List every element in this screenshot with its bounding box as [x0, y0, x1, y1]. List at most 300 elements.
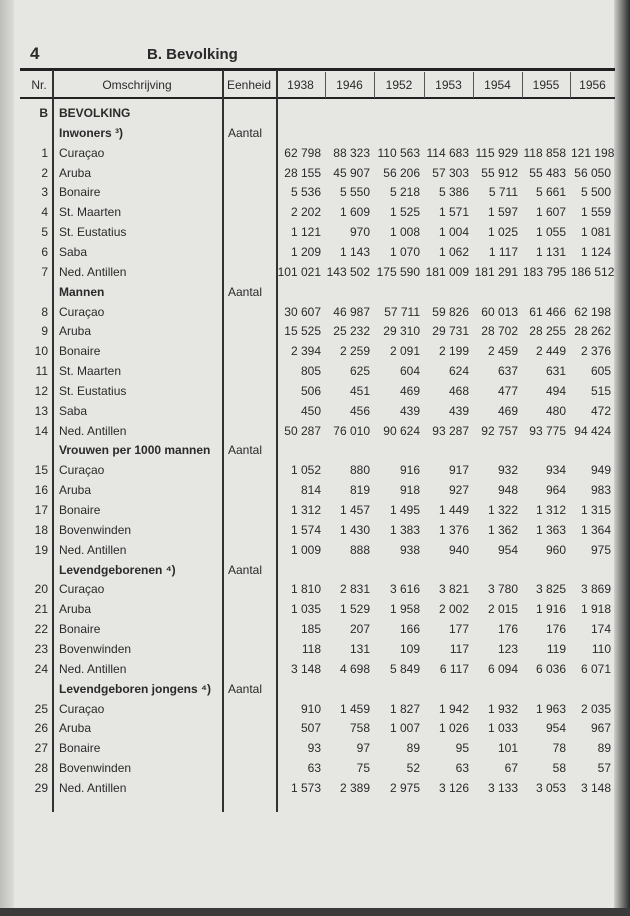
table-row [0, 778, 630, 798]
cell-value: 604 [399, 364, 420, 379]
row-number: 17 [34, 503, 48, 517]
cell-value: 1 459 [339, 701, 370, 716]
cell-value: 5 550 [339, 185, 370, 200]
table-row [0, 222, 630, 242]
table-top-rule [20, 68, 615, 71]
table-row [0, 758, 630, 778]
cell-value: 1 525 [389, 205, 420, 220]
cell-value: 57 303 [432, 165, 469, 180]
cell-value: 101 021 [277, 264, 321, 279]
row-label: Bovenwinden [59, 522, 132, 537]
cell-value: 450 [300, 403, 321, 418]
row-number: 4 [41, 205, 48, 220]
cell-value: 1 918 [580, 602, 611, 617]
cell-value: 3 053 [535, 780, 566, 795]
table-row [0, 381, 630, 401]
row-label: Levendgeboren jongens ⁴) [59, 681, 211, 696]
table-row [0, 480, 630, 500]
page-number: 4 [30, 44, 40, 63]
row-number: 10 [34, 344, 48, 359]
cell-value: 29 731 [432, 324, 469, 339]
cell-value: 5 500 [580, 185, 611, 200]
row-label: Ned. Antillen [59, 661, 127, 676]
cell-value: 2 002 [438, 602, 469, 617]
row-number: B [39, 106, 48, 120]
table-section-row [0, 123, 630, 143]
cell-value: 1 026 [438, 721, 469, 736]
row-number: 6 [41, 244, 48, 259]
row-number: 29 [34, 780, 48, 795]
cell-value: 2 459 [487, 344, 518, 359]
cell-value: 927 [448, 483, 469, 498]
cell-value: 1 121 [290, 225, 321, 240]
row-number: 7 [41, 264, 48, 279]
cell-value: 5 661 [535, 185, 566, 200]
row-label: St. Eustatius [59, 225, 127, 240]
row-label: Aruba [59, 721, 92, 736]
cell-value: 29 310 [383, 324, 420, 339]
cell-value: 63 [307, 761, 321, 776]
cell-value: 110 [591, 641, 611, 656]
cell-value: 174 [590, 622, 611, 637]
cell-value: 89 [597, 741, 611, 756]
cell-value: 1 007 [389, 721, 420, 736]
cell-value: 2 831 [339, 582, 370, 597]
row-label: Ned. Antillen [59, 542, 127, 557]
cell-value: 1 035 [290, 602, 321, 617]
cell-value: 2 015 [487, 602, 518, 617]
row-label: BEVOLKING [59, 106, 131, 120]
cell-value: 93 [307, 741, 321, 756]
cell-value: 185 [300, 622, 321, 637]
cell-value: 1 312 [535, 503, 566, 517]
cell-value: 439 [448, 403, 469, 418]
row-number: 20 [34, 582, 48, 597]
cell-value: 78 [552, 741, 566, 756]
cell-value: 76 010 [333, 423, 370, 438]
cell-value: 1 131 [535, 244, 566, 259]
cell-value: 6 117 [439, 661, 469, 676]
cell-value: 469 [497, 403, 518, 418]
row-label: St. Maarten [59, 205, 122, 220]
table-row [0, 699, 630, 719]
row-unit: Aantal [228, 443, 263, 458]
row-label: Vrouwen per 1000 mannen [59, 443, 211, 458]
cell-value: 1 574 [290, 522, 321, 537]
cell-value: 56 050 [574, 165, 611, 180]
cell-value: 5 386 [438, 185, 469, 200]
header-divider [522, 72, 523, 98]
cell-value: 1 942 [438, 701, 469, 716]
table-row [0, 262, 630, 282]
cell-value: 181 291 [474, 264, 518, 279]
cell-value: 3 148 [580, 780, 611, 795]
cell-value: 468 [448, 383, 469, 398]
cell-value: 637 [497, 364, 518, 379]
cell-value: 631 [545, 364, 566, 379]
cell-value: 964 [545, 483, 566, 498]
cell-value: 123 [497, 641, 518, 656]
cell-value: 2 091 [389, 344, 420, 359]
cell-value: 954 [497, 542, 518, 557]
cell-value: 967 [590, 721, 611, 736]
cell-value: 1 958 [389, 602, 420, 617]
cell-value: 1 055 [535, 225, 566, 240]
cell-value: 805 [300, 364, 321, 379]
header-divider [570, 72, 571, 98]
cell-value: 1 025 [487, 225, 518, 240]
row-number: 19 [34, 542, 48, 557]
cell-value: 176 [497, 622, 518, 637]
cell-value: 940 [448, 542, 469, 557]
table-row [0, 619, 630, 639]
cell-value: 2 259 [339, 344, 370, 359]
row-number: 25 [34, 701, 48, 716]
row-label: Aruba [59, 324, 92, 339]
cell-value: 1 124 [580, 244, 611, 259]
cell-value: 2 975 [389, 780, 420, 795]
cell-value: 166 [399, 622, 420, 637]
cell-value: 1 117 [488, 244, 518, 259]
cell-value: 6 036 [535, 661, 566, 676]
row-number: 24 [34, 661, 48, 676]
row-number: 23 [34, 641, 48, 656]
cell-value: 983 [590, 483, 611, 498]
header-year: 1952 [385, 78, 413, 92]
table-section-row [0, 282, 630, 302]
row-label: Bonaire [59, 741, 101, 756]
cell-value: 970 [349, 225, 370, 240]
cell-value: 624 [448, 364, 469, 379]
cell-value: 175 590 [376, 264, 420, 279]
row-number: 13 [34, 403, 48, 418]
row-number: 18 [34, 522, 48, 537]
row-label: Bonaire [59, 344, 101, 359]
row-number: 14 [34, 423, 48, 438]
cell-value: 57 [597, 761, 611, 776]
cell-value: 2 389 [339, 780, 370, 795]
cell-value: 3 869 [580, 582, 611, 597]
cell-value: 4 698 [339, 661, 370, 676]
cell-value: 3 133 [487, 780, 518, 795]
row-number: 26 [34, 721, 48, 736]
cell-value: 949 [590, 463, 611, 478]
cell-value: 93 775 [529, 423, 566, 438]
row-label: Curaçao [59, 304, 105, 319]
cell-value: 114 683 [426, 145, 469, 160]
cell-value: 6 071 [580, 661, 611, 676]
cell-value: 916 [399, 463, 420, 478]
header-description: Omschrijving [102, 78, 172, 92]
table-row [0, 163, 630, 183]
cell-value: 494 [545, 383, 566, 398]
cell-value: 45 907 [333, 165, 370, 180]
cell-value: 2 199 [438, 344, 469, 359]
cell-value: 932 [497, 463, 518, 478]
table-row [0, 599, 630, 619]
row-label: Aruba [59, 602, 92, 617]
row-number: 12 [34, 383, 48, 398]
table-row [0, 738, 630, 758]
cell-value: 63 [455, 761, 469, 776]
cell-value: 1 081 [580, 225, 611, 240]
cell-value: 469 [399, 383, 420, 398]
header-divider [374, 72, 375, 98]
row-label: Saba [59, 403, 88, 418]
row-label: Levendgeborenen ⁴) [59, 562, 176, 577]
cell-value: 117 [449, 641, 469, 656]
table-row [0, 579, 630, 599]
cell-value: 1 932 [487, 701, 518, 716]
cell-value: 2 202 [290, 205, 321, 220]
row-label: St. Eustatius [59, 383, 127, 398]
cell-value: 118 [301, 641, 321, 656]
cell-value: 3 148 [290, 661, 321, 676]
cell-value: 92 757 [481, 423, 518, 438]
row-label: Curaçao [59, 463, 105, 478]
table-row [0, 341, 630, 361]
cell-value: 61 466 [529, 304, 566, 319]
table-section-row [0, 103, 630, 123]
table-row [0, 302, 630, 322]
cell-value: 55 483 [529, 165, 566, 180]
cell-value: 1 529 [339, 602, 370, 617]
cell-value: 1 827 [389, 701, 420, 716]
cell-value: 918 [399, 483, 420, 498]
cell-value: 605 [590, 364, 611, 379]
cell-value: 93 287 [432, 423, 469, 438]
table-row [0, 659, 630, 679]
cell-value: 119 [546, 641, 566, 656]
cell-value: 2 035 [580, 701, 611, 716]
cell-value: 89 [406, 741, 420, 756]
header-year: 1955 [532, 78, 560, 92]
cell-value: 1 810 [290, 582, 321, 597]
cell-value: 1 362 [487, 522, 518, 537]
cell-value: 62 198 [574, 304, 611, 319]
table-row [0, 540, 630, 560]
cell-value: 25 232 [333, 324, 370, 339]
cell-value: 1 209 [290, 244, 321, 259]
cell-value: 56 206 [383, 165, 420, 180]
row-label: Bovenwinden [59, 761, 132, 776]
row-label: Ned. Antillen [59, 423, 127, 438]
cell-value: 934 [545, 463, 566, 478]
cell-value: 15 525 [284, 324, 321, 339]
row-unit: Aantal [228, 125, 263, 140]
row-label: Aruba [59, 165, 92, 180]
cell-value: 1 376 [438, 522, 469, 537]
cell-value: 28 262 [574, 324, 611, 339]
cell-value: 50 287 [284, 423, 321, 438]
cell-value: 506 [300, 383, 321, 398]
header-year: 1946 [336, 78, 363, 92]
row-number: 1 [41, 145, 48, 160]
table-row [0, 242, 630, 262]
cell-value: 207 [349, 622, 370, 637]
cell-value: 28 702 [481, 324, 518, 339]
cell-value: 758 [349, 721, 370, 736]
row-label: Ned. Antillen [59, 780, 127, 795]
header-divider [424, 72, 425, 98]
cell-value: 1 457 [339, 503, 370, 517]
row-label: Ned. Antillen [59, 264, 127, 279]
cell-value: 2 394 [290, 344, 321, 359]
row-number: 27 [34, 741, 48, 756]
cell-value: 67 [504, 761, 518, 776]
row-label: Inwoners ³) [59, 125, 124, 140]
section-title: B. Bevolking [147, 46, 238, 63]
cell-value: 1 383 [389, 522, 420, 537]
cell-value: 938 [399, 542, 420, 557]
cell-value: 954 [545, 721, 566, 736]
cell-value: 1 597 [487, 205, 518, 220]
cell-value: 910 [300, 701, 321, 716]
cell-value: 101 [497, 741, 518, 756]
cell-value: 109 [399, 641, 420, 656]
header-unit: Eenheid [226, 78, 272, 92]
row-label: Bonaire [59, 622, 101, 637]
row-number: 3 [41, 185, 48, 200]
cell-value: 60 013 [481, 304, 518, 319]
cell-value: 94 424 [574, 423, 611, 438]
cell-value: 118 858 [523, 145, 566, 160]
cell-value: 1 607 [535, 205, 566, 220]
row-number: 5 [41, 225, 48, 240]
cell-value: 58 [552, 761, 566, 776]
header-year: 1956 [579, 78, 606, 92]
cell-value: 5 849 [389, 661, 420, 676]
cell-value: 3 126 [438, 780, 469, 795]
row-unit: Aantal [228, 284, 263, 299]
cell-value: 880 [349, 463, 370, 478]
cell-value: 515 [590, 383, 611, 398]
row-label: Mannen [59, 284, 105, 299]
cell-value: 1 559 [580, 205, 611, 220]
cell-value: 1 143 [339, 244, 370, 259]
row-label: Bovenwinden [59, 641, 132, 656]
header-divider [325, 72, 326, 98]
cell-value: 917 [448, 463, 469, 478]
table-section-row [0, 440, 630, 460]
cell-value: 1 315 [580, 503, 611, 517]
cell-value: 960 [545, 542, 566, 557]
header-year: 1938 [287, 78, 314, 92]
cell-value: 90 624 [383, 423, 420, 438]
cell-value: 451 [349, 383, 370, 398]
cell-value: 1 009 [290, 542, 321, 557]
cell-value: 6 094 [487, 661, 518, 676]
cell-value: 948 [497, 483, 518, 498]
row-label: Aruba [59, 483, 92, 498]
cell-value: 1 004 [438, 225, 469, 240]
header-year: 1953 [435, 78, 462, 92]
header-bottom-rule [20, 97, 615, 99]
row-label: Saba [59, 244, 88, 259]
cell-value: 480 [545, 403, 566, 418]
cell-value: 177 [448, 622, 469, 637]
cell-value: 1 449 [438, 503, 469, 517]
table-row [0, 460, 630, 480]
row-label: Curaçao [59, 582, 105, 597]
page-bottom-edge [0, 908, 630, 916]
cell-value: 62 798 [284, 145, 321, 160]
cell-value: 625 [349, 364, 370, 379]
cell-value: 75 [356, 761, 370, 776]
cell-value: 1 363 [535, 522, 566, 537]
cell-value: 439 [399, 403, 420, 418]
row-number: 2 [41, 165, 48, 180]
table-row [0, 520, 630, 540]
cell-value: 59 826 [432, 304, 469, 319]
table-row [0, 361, 630, 381]
cell-value: 2 376 [580, 344, 611, 359]
row-number: 9 [41, 324, 48, 339]
table-row [0, 321, 630, 341]
cell-value: 121 198 [571, 145, 615, 160]
cell-value: 131 [349, 641, 370, 656]
cell-value: 477 [497, 383, 518, 398]
cell-value: 1 364 [580, 522, 611, 537]
table-row [0, 401, 630, 421]
cell-value: 52 [406, 761, 420, 776]
cell-value: 3 780 [487, 582, 518, 597]
cell-value: 57 711 [384, 304, 420, 319]
cell-value: 1 495 [389, 503, 420, 517]
table-row [0, 500, 630, 520]
header-year: 1954 [484, 78, 511, 92]
cell-value: 472 [590, 403, 611, 418]
cell-value: 3 616 [389, 582, 420, 597]
cell-value: 1 963 [535, 701, 566, 716]
cell-value: 5 536 [290, 185, 321, 200]
cell-value: 1 052 [290, 463, 321, 478]
cell-value: 1 916 [535, 602, 566, 617]
table-row [0, 421, 630, 441]
cell-value: 507 [300, 721, 321, 736]
row-number: 16 [34, 483, 48, 498]
cell-value: 3 825 [535, 582, 566, 597]
cell-value: 819 [349, 483, 370, 498]
cell-value: 1 008 [389, 225, 420, 240]
row-label: Bonaire [59, 503, 101, 517]
cell-value: 1 312 [290, 503, 321, 517]
cell-value: 1 571 [438, 205, 469, 220]
table-row [0, 202, 630, 222]
cell-value: 88 323 [333, 145, 370, 160]
cell-value: 110 563 [377, 145, 420, 160]
cell-value: 1 430 [339, 522, 370, 537]
cell-value: 456 [349, 403, 370, 418]
cell-value: 5 711 [488, 185, 518, 200]
cell-value: 55 912 [481, 165, 518, 180]
header-divider [473, 72, 474, 98]
row-unit: Aantal [228, 562, 263, 577]
cell-value: 28 155 [284, 165, 321, 180]
cell-value: 2 449 [535, 344, 566, 359]
cell-value: 30 607 [284, 304, 321, 319]
table-row [0, 143, 630, 163]
cell-value: 1 033 [487, 721, 518, 736]
row-number: 21 [34, 602, 48, 617]
cell-value: 95 [455, 741, 469, 756]
row-number: 22 [34, 622, 48, 637]
row-label: Bonaire [59, 185, 101, 200]
row-number: 15 [34, 463, 48, 478]
row-label: Curaçao [59, 145, 105, 160]
cell-value: 46 987 [333, 304, 370, 319]
cell-value: 97 [356, 741, 370, 756]
